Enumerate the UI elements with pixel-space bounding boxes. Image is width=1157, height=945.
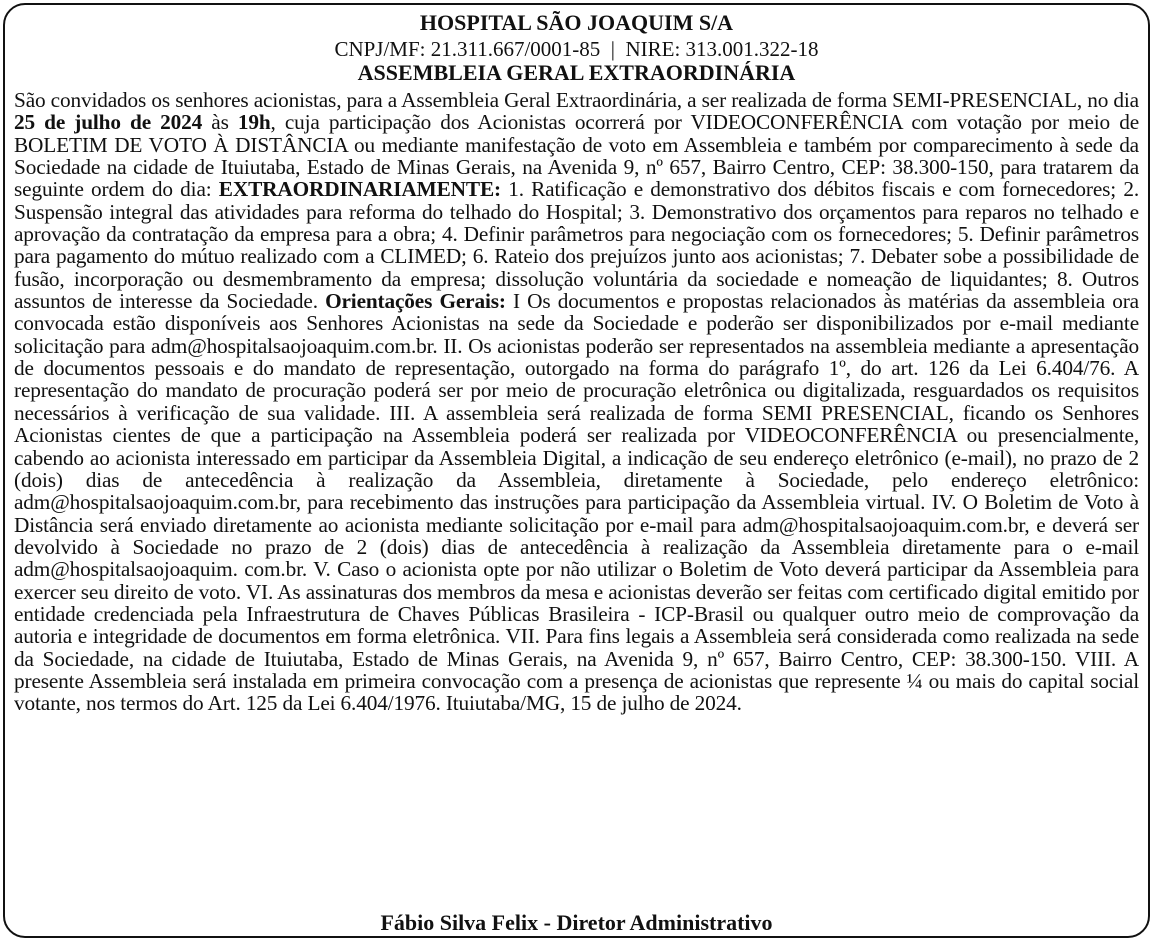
agenda-label: EXTRAORDINARIAMENTE: — [218, 177, 501, 202]
meeting-time: 19h — [237, 110, 271, 135]
guidance-label: Orientações Gerais: — [325, 289, 506, 314]
meeting-date: 25 de julho de 2024 — [14, 110, 203, 135]
agenda-items: 1. Ratificação e demonstrativo dos débitos fiscais e com fornecedores; 2. Suspensão integral das atividades para reforma do telhado do Hospital; 3. Demonstrativo dos orçamentos para reparos no telhado e aprovação da contratação da empresa para a obra; 4. Definir parâmetros para negociação com os fornecedores; 5. Definir parâmetros para pagamento do mútuo realizado com a CLIMED; 6. Rateio dos prejuízos junto aos acionistas; 7. Debater sobe a possibilidade de fusão, incorporação ou desmembramento da empresa; dissolução voluntária da sociedade e nomeação de liquidantes; 8. Outros assuntos de interesse da Sociedade. — [14, 177, 1139, 314]
body-intro: São convidados os senhores acionistas, para a Assembleia Geral Extraordinária, a ser realizada de forma SEMI-PRESENCIAL, no dia — [14, 88, 1139, 112]
legal-notice — [3, 3, 1150, 938]
notice-title: ASSEMBLEIA GERAL EXTRAORDINÁRIA — [357, 60, 796, 85]
body-details: , cuja participação dos Acionistas ocorrerá por VIDEOCONFERÊNCIA com votação por meio de BOLETIM DE VOTO À DISTÂNCIA ou mediante manifestação de voto em Assembleia e também por comparecimento à sede da Sociedade na cidade de Ituiutaba, Estado de Minas Gerais, na Avenida 9, nº 657, Bairro Centro, CEP: 38.300-150, para tratarem da seguinte ordem do dia: — [14, 110, 1139, 202]
signature-line: Fábio Silva Felix - Diretor Administrativo — [380, 910, 773, 935]
organization-name: HOSPITAL SÃO JOAQUIM S/A — [419, 10, 734, 35]
guidance-text: I Os documentos e propostas relacionados às matérias da assembleia ora convocada estão disponíveis aos Senhores Acionistas na sede da Sociedade e poderão ser disponibilizados por e-mail mediante solicitação para adm@hospitalsaojoaquim.com.br. II. Os acionistas poderão ser representados na assembleia mediante a apresentação de documentos pessoais e do mandato de representação, outorgado na forma do parágrafo 1º, do art. 126 da Lei 6.404/76. A representação do mandato de procuração poderá ser por meio de procuração eletrônica ou digitalizada, resguardados os requisitos necessários à verificação de sua validade. III. A assembleia será realizada de forma SEMI PRESENCIAL, ficando os Senhores Acionistas cientes de que a participação na Assembleia poderá ser realizada por VIDEOCONFERÊNCIA ou presencialmente, cabendo ao acionista interessado em participar da Assembleia Digital, a indicação de seu endereço eletrônico (e-mail), no prazo de 2 (dois) dias de antecedência à realização da Assembleia, diretamente à Sociedade, pelo endereço eletrônico: adm@hospitalsaojoaquim.com.br, para recebimento das instruções para participação da Assembleia virtual. IV. O Boletim de Voto à Distância será enviado diretamente ao acionista mediante solicitação por e-mail para adm@hospitalsaojoaquim.com.br, e deverá ser devolvido à Sociedade no prazo de 2 (dois) dias de antecedência à realização da Assembleia diretamente para o e-mail adm@hospitalsaojoaquim. com.br. V. Caso o acionista opte por não utilizar o Boletim de Voto deverá participar da Assembleia para exercer seu direito de voto. VI. As assinaturas dos membros da mesa e acionistas deverão ser feitas com certificado digital emitido por entidade credenciada pela Infraestrutura de Chaves Públicas Brasileira - ICP-Brasil ou qualquer outro meio de comprovação da autoria e integridade de documentos em forma eletrônica. VII. Para fins legais a Assembleia será considerada como realizada na sede da Sociedade, na cidade de Ituiutaba, Estado de Minas Gerais, na Avenida 9, nº 657, Bairro Centro, CEP: 38.300-150. VIII. A presente Assembleia será instalada em primeira convocação com a presença de acionistas que represente ¼ ou mais do capital social votante, nos termos do Art. 125 da Lei 6.404/1976. Ituiutaba/MG, 15 de julho de 2024. — [14, 289, 1139, 716]
registration-line: CNPJ/MF: 21.311.667/0001-85 | NIRE: 313.001.322-18 — [334, 37, 819, 61]
notice-body — [14, 89, 1139, 715]
body-connector: às — [202, 110, 238, 135]
